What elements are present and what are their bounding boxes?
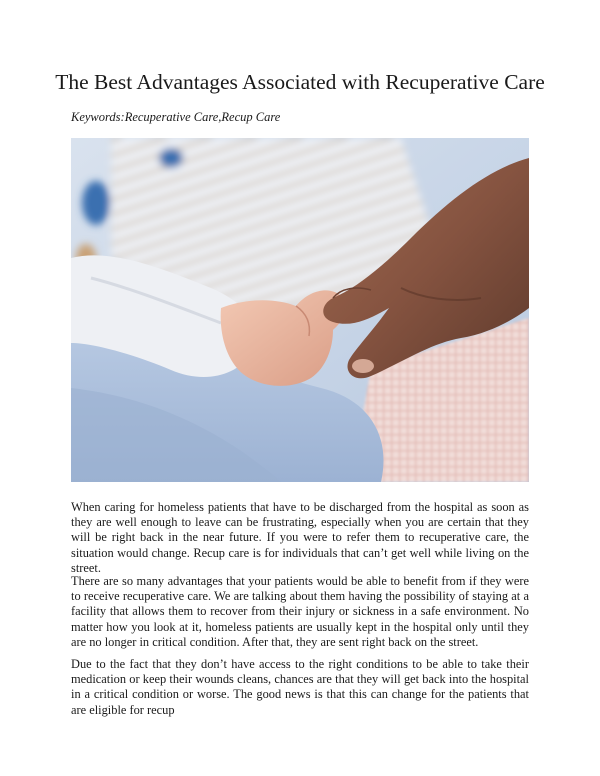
paragraph-2: There are so many advantages that your patients would be able to benefit from if they were to receive recuperative care. We are talking about them having the possibility of staying at a facility that allows them to recover from their injury or sickness in a safe environment. No matter how you look at it, homeless patients are usually kept in the hospital only until they are no longer in critical condition. After that, they are sent right back on the street.	[71, 574, 529, 649]
keywords-line: Keywords:Recuperative Care,Recup Care	[71, 110, 281, 124]
page-title: The Best Advantages Associated with Recuperative Care	[55, 70, 545, 94]
paragraph-1: When caring for homeless patients that have to be discharged from the hospital as soon as they are well enough to leave can be frustrating, especially when you are certain that they will be right back in the near future. If you were to refer them to recuperative care, the situation would change. Recup care is for individuals that can’t get well while living on the street.	[71, 500, 529, 575]
hero-photo	[71, 138, 529, 482]
paragraph-3: Due to the fact that they don’t have access to the right conditions to be able to take their medication or keep their wounds cleans, chances are that they will get back into the hospital in a critical condition or worse. The good news is that this can change for the patients that are eligible for recup	[71, 657, 529, 717]
hands-photo-illustration	[71, 138, 529, 482]
